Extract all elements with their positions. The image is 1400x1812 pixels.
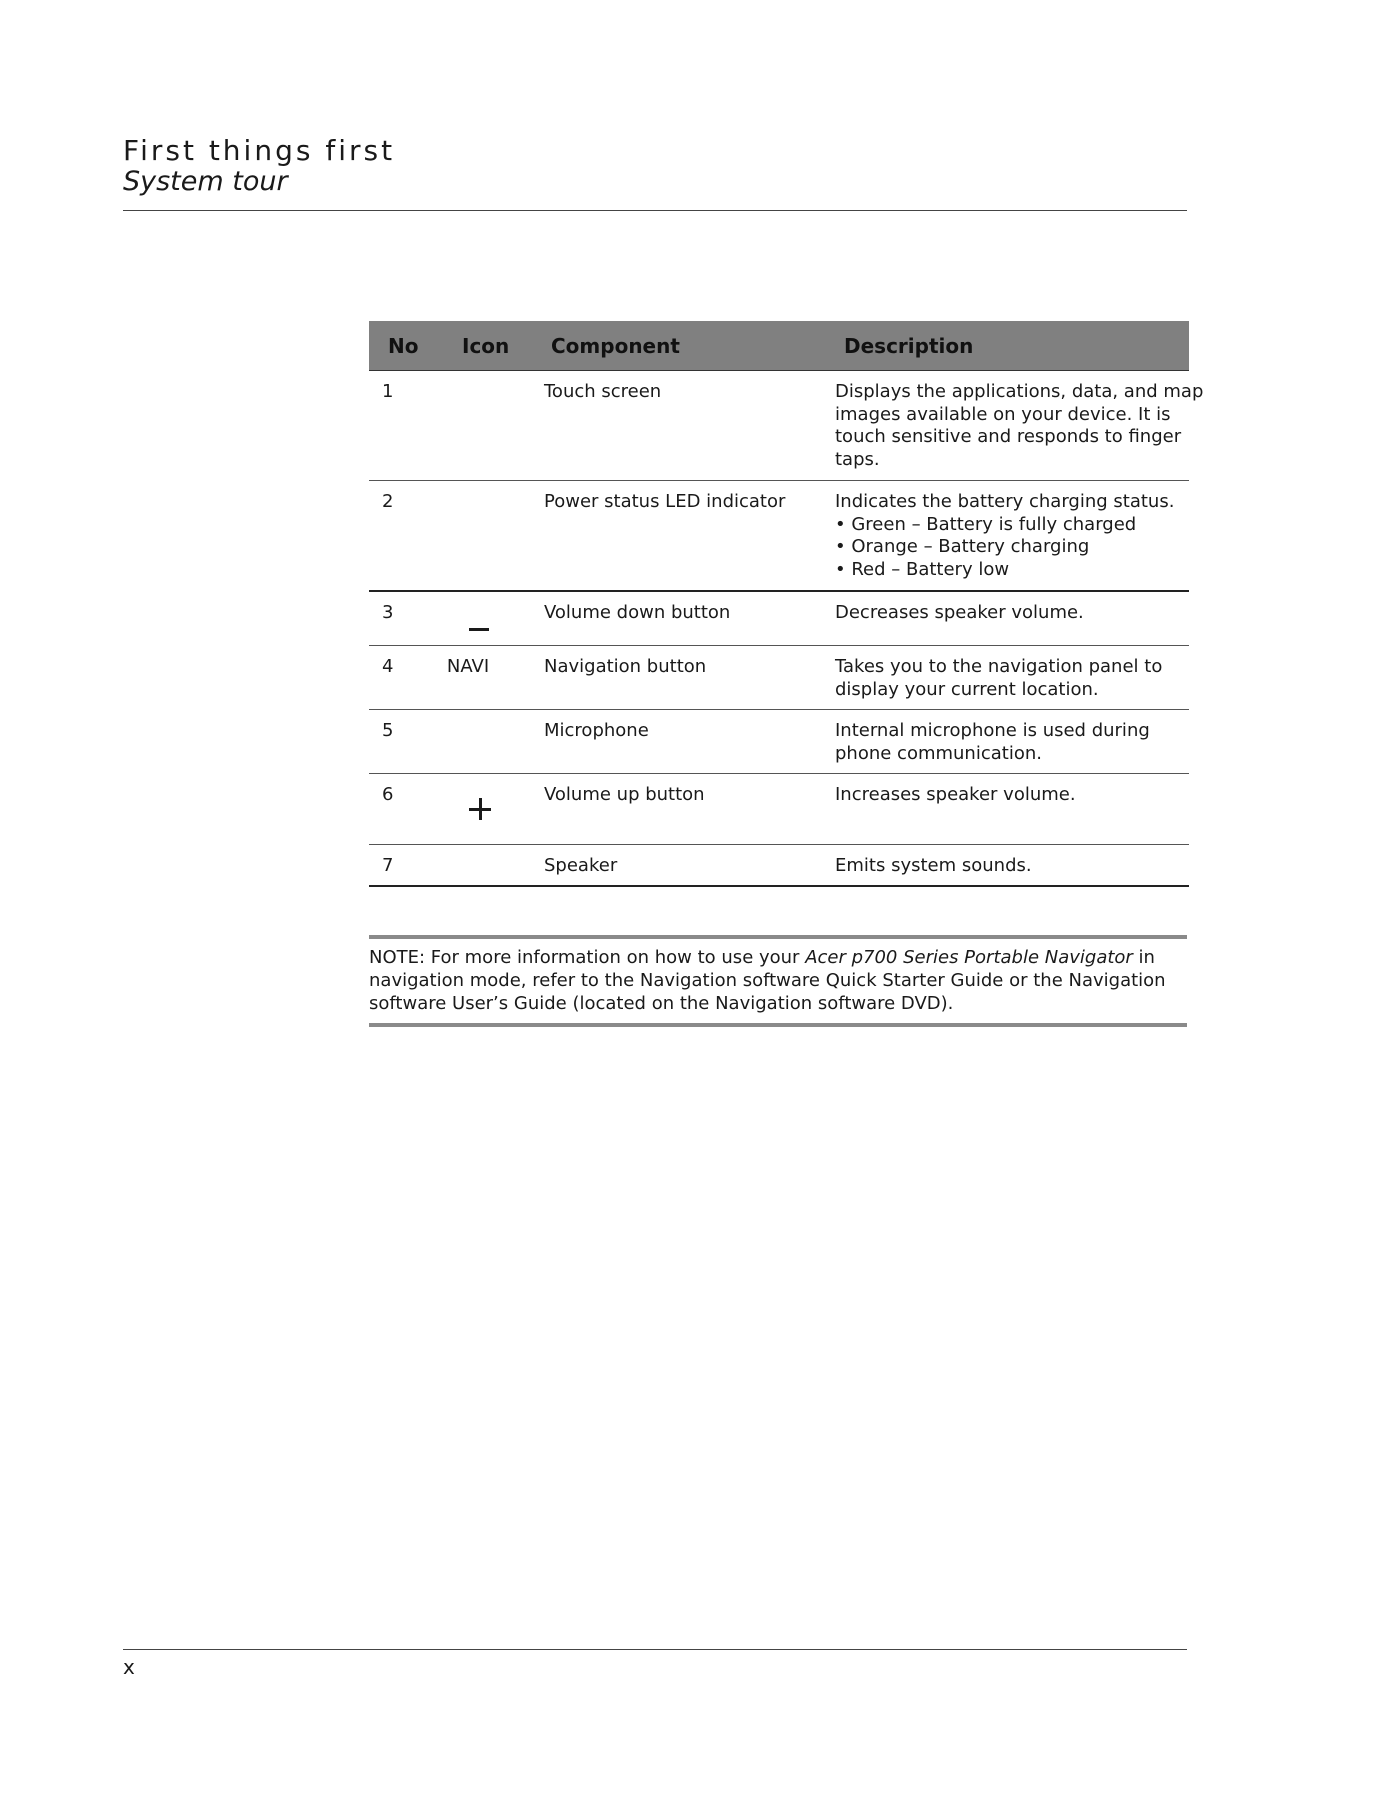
column-header-icon: Icon — [462, 334, 510, 358]
table-row — [369, 371, 1204, 481]
note-label: NOTE: — [369, 947, 426, 968]
note-line-3: software User’s Guide (located on the Navigation software DVD). — [369, 993, 954, 1014]
minus-icon — [469, 628, 489, 631]
table-row — [369, 481, 1189, 592]
note-text: in — [1132, 947, 1155, 968]
table-row — [369, 845, 1189, 887]
description-line: • Orange – Battery charging — [835, 536, 1090, 557]
component-description — [835, 656, 1185, 701]
row-number: 2 — [382, 491, 394, 512]
component-name: Microphone — [544, 720, 649, 741]
component-name: Speaker — [544, 855, 618, 876]
row-number: 7 — [382, 855, 394, 876]
header-divider — [123, 210, 1187, 211]
note-line-2: navigation mode, refer to the Navigation software Quick Starter Guide or the Navigation — [369, 970, 1166, 991]
description-line: Decreases speaker volume. — [835, 602, 1084, 623]
table-row — [369, 592, 1189, 646]
component-description — [835, 602, 1185, 625]
description-line: Emits system sounds. — [835, 855, 1032, 876]
row-number: 1 — [382, 381, 394, 402]
table-row — [369, 710, 1189, 774]
description-line: • Green – Battery is fully charged — [835, 513, 1137, 535]
component-description — [835, 381, 1204, 471]
product-name: Acer p700 Series Portable Navigator — [805, 947, 1133, 968]
section-title: System tour — [123, 166, 288, 197]
component-name: Volume down button — [544, 602, 731, 623]
description-line: touch sensitive and responds to finger — [835, 426, 1182, 447]
component-name: Volume up button — [544, 784, 705, 805]
description-line: Displays the applications, data, and map — [835, 381, 1204, 402]
description-line: Takes you to the navigation panel to — [835, 656, 1163, 677]
description-line: Increases speaker volume. — [835, 784, 1076, 805]
description-line: display your current location. — [835, 678, 1099, 700]
navi-label: NAVI — [446, 656, 490, 677]
column-header-description: Description — [844, 334, 974, 358]
row-number: 4 — [382, 656, 394, 677]
row-number: 3 — [382, 602, 394, 623]
description-line: Internal microphone is used during — [835, 720, 1150, 741]
table-header — [369, 321, 1189, 371]
row-number: 5 — [382, 720, 394, 741]
chapter-title: First things first — [123, 134, 396, 167]
row-number: 6 — [382, 784, 394, 805]
column-header-no: No — [388, 334, 419, 358]
table-row — [369, 774, 1189, 845]
component-description — [835, 720, 1185, 765]
component-description — [835, 784, 1185, 807]
note-line-1 — [369, 946, 1187, 969]
note-text: For more information on how to use your — [425, 947, 806, 968]
component-name: Touch screen — [544, 381, 662, 402]
description-line: Indicates the battery charging status. — [835, 491, 1175, 512]
note-box — [369, 935, 1187, 1027]
description-line: images available on your device. It is — [835, 403, 1171, 425]
component-description — [835, 855, 1185, 878]
description-line: • Red – Battery low — [835, 558, 1010, 580]
description-line: phone communication. — [835, 742, 1042, 764]
description-line: taps. — [835, 448, 880, 470]
system-tour-table — [369, 321, 1204, 887]
plus-icon — [469, 798, 491, 820]
component-name: Navigation button — [544, 656, 707, 677]
footer-divider — [123, 1649, 1187, 1650]
column-header-component: Component — [551, 334, 680, 358]
page-number: x — [123, 1655, 135, 1679]
table-row — [369, 646, 1189, 710]
component-name: Power status LED indicator — [544, 491, 786, 512]
component-description — [835, 491, 1185, 581]
